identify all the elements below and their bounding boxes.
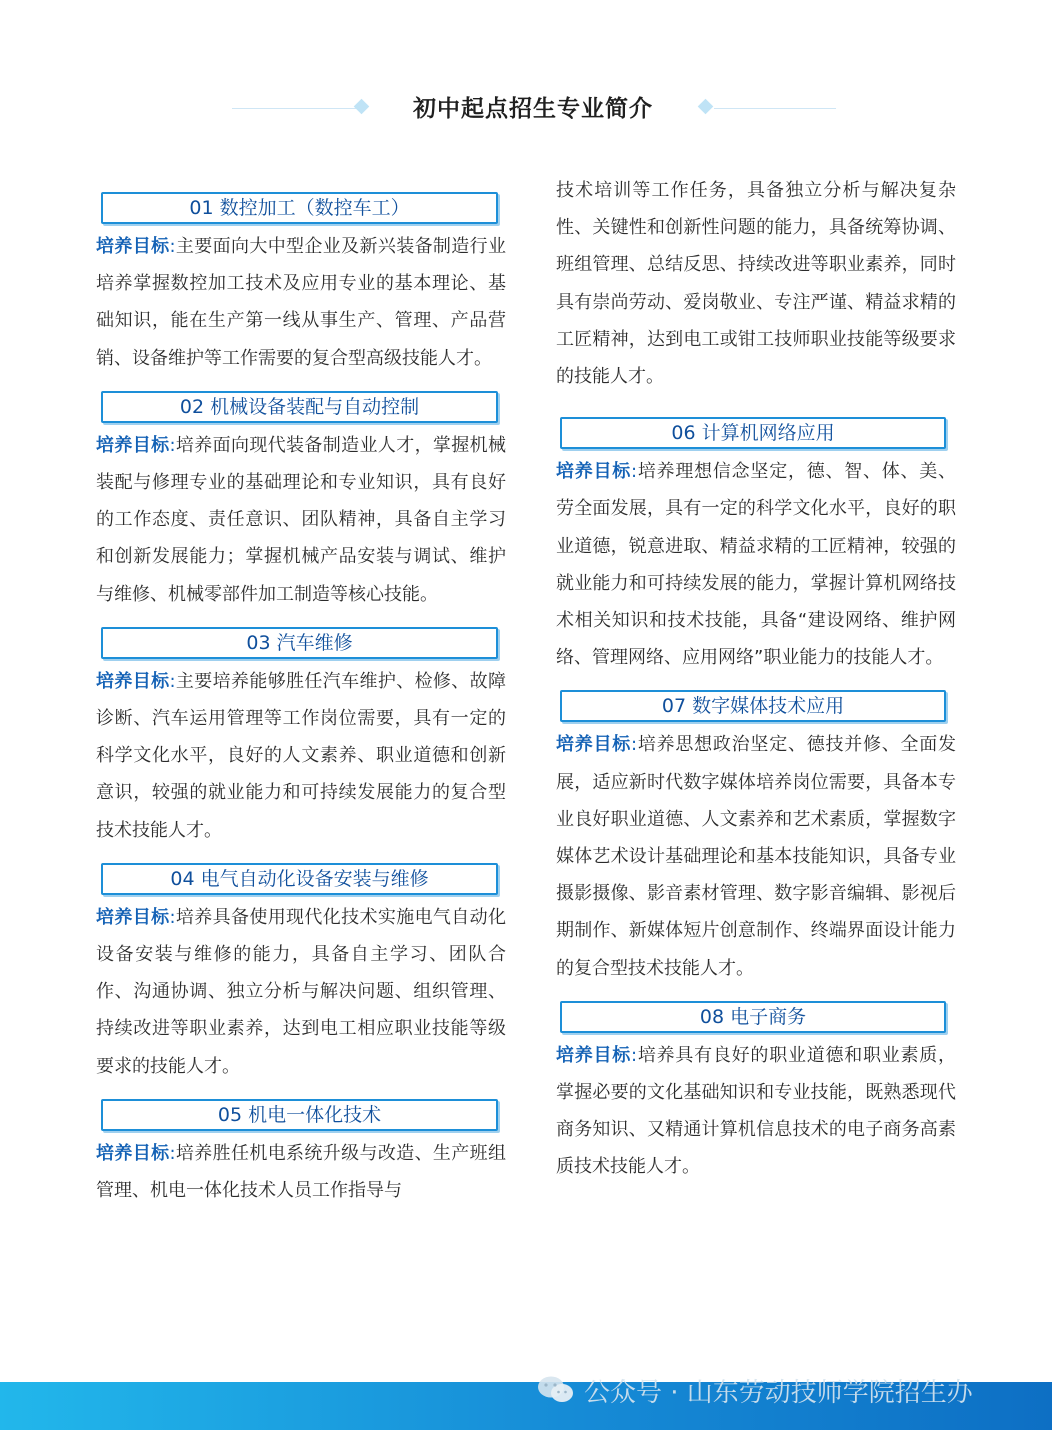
- program-heading-04: 04 电气自动化设备安装与维修: [101, 863, 498, 895]
- program-heading-06: 06 计算机网络应用: [560, 417, 946, 449]
- program-heading-03: 03 汽车维修: [101, 627, 498, 659]
- program-text-07: 培养思想政治坚定、德技并修、全面发展，适应新时代数字媒体培养岗位需要，具备本专业良好职业道德、人文素养和艺术素质，掌握数字媒体艺术设计基础理论和基本技能知识，具备专业摄影摄像、影音素材管理、数字影音编辑、影视后期制作、新媒体短片创意制作、终端界面设计能力的复合型技术技能人才。: [556, 734, 957, 979]
- program-heading-07: 07 数字媒体技术应用: [560, 690, 946, 722]
- program-desc-04: [96, 899, 506, 1085]
- program-text-03: 主要培养能够胜任汽车维护、检修、故障诊断、汽车运用管理等工作岗位需要，具有一定的科学文化水平，良好的人文素养、职业道德和创新意识，较强的就业能力和可持续发展能力的复合型技术技能人才。: [96, 670, 507, 841]
- program-heading-08: 08 电子商务: [560, 1001, 946, 1033]
- goal-label: 培养目标: [556, 461, 632, 483]
- diamond-icon: [698, 99, 714, 115]
- goal-label: 培养目标: [96, 906, 170, 928]
- program-desc-03: [96, 663, 506, 849]
- program-section-03: [96, 627, 506, 849]
- program-section-07: [556, 690, 956, 986]
- program-desc-07: [556, 726, 956, 986]
- program-text-01: 主要面向大中型企业及新兴装备制造行业培养掌握数控加工技术及应用专业的基本理论、基础知识，能在生产第一线从事生产、管理、产品营销、设备维护等工作需要的复合型高级技能人才。: [96, 236, 507, 369]
- title-divider-right: [714, 108, 836, 109]
- goal-label: 培养目标: [96, 1142, 170, 1164]
- program-desc-01: [96, 228, 506, 377]
- program-desc-06: [556, 453, 956, 676]
- program-desc-05: [96, 1135, 506, 1209]
- goal-label: 培养目标: [556, 1044, 632, 1066]
- program-section-04: [96, 863, 506, 1085]
- title-divider-left: [232, 108, 358, 109]
- program-text-05: 培养胜任机电系统升级与改造、生产班组管理、机电一体化技术人员工作指导与: [96, 1142, 507, 1202]
- label-colon: :: [169, 906, 176, 928]
- program-text-08: 培养具有良好的职业道德和职业素质，掌握必要的文化基础知识和专业技能，既熟悉现代商务知识、又精通计算机信息技术的电子商务高素质技术技能人才。: [556, 1044, 957, 1178]
- left-column: [96, 192, 506, 1209]
- program-heading-02: 02 机械设备装配与自动控制: [101, 391, 498, 423]
- label-colon: :: [169, 1142, 176, 1164]
- label-colon: :: [631, 734, 638, 756]
- goal-label: 培养目标: [96, 670, 170, 692]
- diamond-icon: [354, 99, 370, 115]
- label-colon: :: [631, 1044, 638, 1066]
- program-section-02: [96, 391, 506, 613]
- page-title: 初中起点招生专业简介: [413, 95, 653, 122]
- program-heading-01: 01 数控加工（数控车工）: [101, 192, 498, 224]
- wechat-icon: [536, 1374, 576, 1406]
- goal-label: 培养目标: [96, 236, 170, 257]
- program-text-02: 培养面向现代装备制造业人才，掌握机械装配与修理专业的基础理论和专业知识，具有良好的工作态度、责任意识、团队精神，具备自主学习和创新发展能力；掌握机械产品安装与调试、维护与维修、机械零部件加工制造等核心技能。: [96, 434, 507, 605]
- program-desc-02: [96, 427, 506, 613]
- program-desc-05-continued: 技术培训等工作任务，具备独立分析与解决复杂性、关键性和创新性问题的能力，具备统筹协调、班组管理、总结反思、持续改进等职业素养，同时具有崇尚劳动、爱岗敬业、专注严谨、精益求精的工匠精神，达到电工或钳工技师职业技能等级要求的技能人才。: [556, 180, 956, 388]
- program-desc-08: [556, 1037, 956, 1186]
- goal-label: 培养目标: [96, 434, 170, 456]
- program-section-06: [556, 417, 956, 676]
- program-section-01: [96, 192, 506, 377]
- program-text-06: 培养理想信念坚定，德、智、体、美、劳全面发展，具有一定的科学文化水平，良好的职业道德，锐意进取、精益求精的工匠精神，较强的就业能力和可持续发展的能力，掌握计算机网络技术相关知识和技术技能，具备“建设网络、维护网络、管理网络、应用网络”职业能力的技能人才。: [556, 461, 957, 669]
- label-colon: :: [631, 461, 638, 483]
- watermark-text: 公众号 · 山东劳动技师学院招生办: [584, 1378, 973, 1408]
- goal-label: 培养目标: [556, 734, 632, 756]
- page-title-row: [0, 86, 1052, 132]
- label-colon: :: [169, 670, 176, 692]
- program-heading-05: 05 机电一体化技术: [101, 1099, 498, 1131]
- program-section-05: [96, 1099, 506, 1209]
- program-text-04: 培养具备使用现代化技术实施电气自动化设备安装与维修的能力，具备自主学习、团队合作、沟通协调、独立分析与解决问题、组织管理、持续改进等职业素养，达到电工相应职业技能等级要求的技能人才。: [96, 906, 507, 1077]
- label-colon: :: [169, 434, 176, 456]
- right-column: [556, 172, 956, 1200]
- label-colon: :: [169, 236, 176, 257]
- program-section-08: [556, 1001, 956, 1186]
